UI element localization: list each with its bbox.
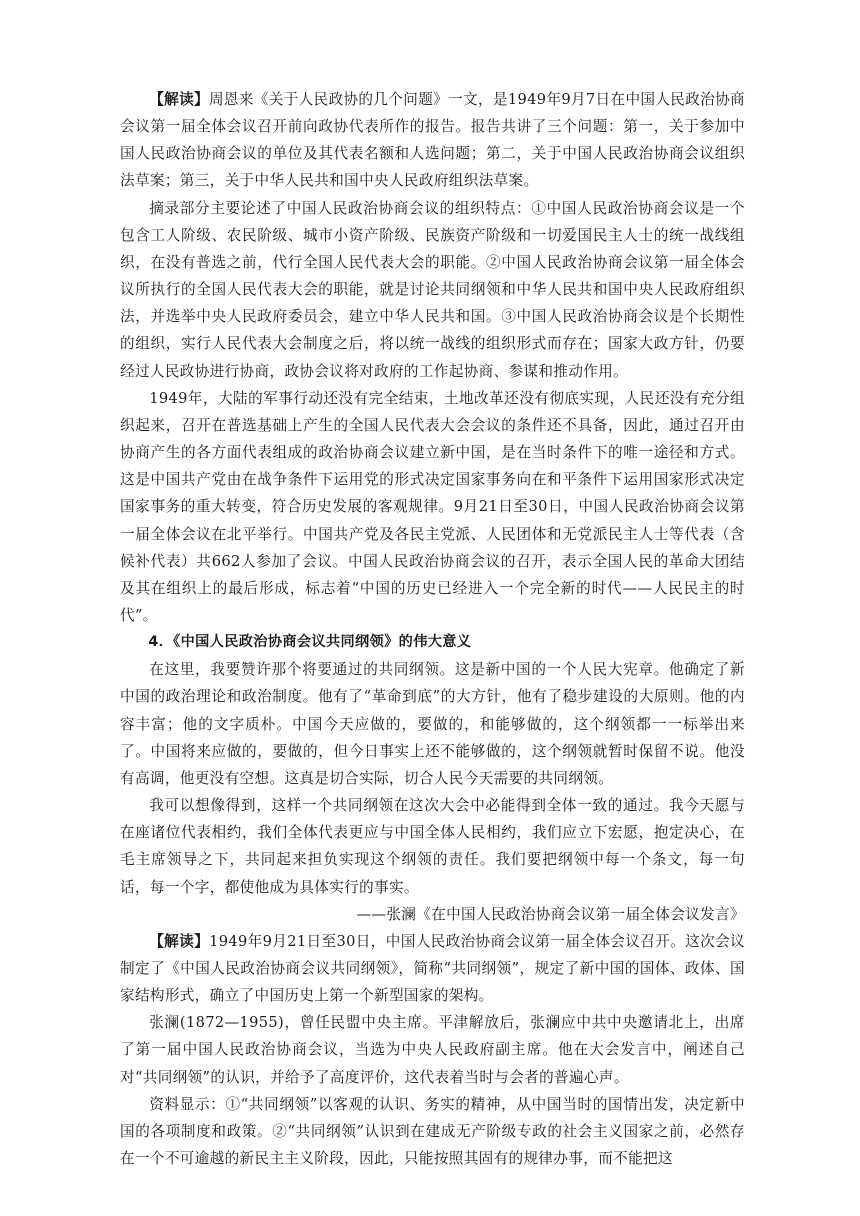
interpretation-paragraph — [120, 928, 745, 1009]
quotation-paragraph: 在这里，我要赞许那个将要通过的共同纲领。这是新中国的一个人民大宪章。他确定了新中国的政治理论和政治制度。他有了“革命到底”的大方针，他有了稳步建设的大原则。他的内容丰富；他的文字质朴。中国今天应做的，要做的，和能够做的，这个纲领都一一标举出来了。中国将来应做的，要做的，但今日事实上还不能够做的，这个纲领就暂时保留不说。他没有高调，他更没有空想。这真是切合实际，切合人民今天需要的共同纲领。 — [120, 661, 745, 787]
document-page — [120, 86, 745, 1172]
body-paragraph: 摘录部分主要论述了中国人民政治协商会议的组织特点：①中国人民政治协商会议是一个包含工人阶级、农民阶级、城市小资产阶级、民族资产阶级和一切爱国民主人士的统一战线组织，在没有普选之前，代行全国人民代表大会的职能。②中国人民政治协商会议第一届全体会议所执行的全国人民代表大会的职能，就是讨论共同纲领和中华人民共和国中央人民政府组织法，并选举中央人民政府委员会，建立中华人民共和国。③中国人民政治协商会议是个长期性的组织，实行人民代表大会制度之后，将以统一战线的组织形式而存在；国家大政方针，仍要经过人民政协进行协商，政协会议将对政府的工作起协商、参谋和推动作用。 — [120, 199, 745, 380]
quotation-paragraph: 我可以想像得到，这样一个共同纲领在这次大会中必能得到全体一致的通过。我今天愿与在座诸位代表相约，我们全体代表更应与中国全体人民相约，我们应立下宏愿，抱定决心，在毛主席领导之下，共同起来担负实现这个纲领的责任。我们要把纲领中每一个条文，每一句话，每一个字，都使他成为具体实行的事实。 — [120, 797, 745, 896]
interpretation-label: 【解读】 — [149, 932, 210, 950]
section-heading: 4．《中国人民政治协商会议共同纲领》的伟大意义 — [148, 634, 472, 651]
paragraph-text: 周恩来《关于人民政协的几个问题》一文，是1949年9月7日在中国人民政治协商会议第一届全体会议召开前向政协代表所作的报告。报告共讲了三个问题：第一，关于参加中国人民政治协商会议的单位及其代表名额和人选问题；第二，关于中国人民政治协商会议组织法草案；第三，关于中华人民共和国中央人民政府组织法草案。 — [120, 91, 745, 190]
interpretation-paragraph — [120, 86, 745, 195]
quotation-source: ——张澜《在中国人民政治协商会议第一届全体会议发言》 — [356, 905, 745, 923]
interpretation-label: 【解读】 — [149, 91, 209, 108]
body-paragraph: 1949年，大陆的军事行动还没有完全结束，土地改革还没有彻底实现，人民还没有充分组织起来，召开在普选基础上产生的全国人民代表大会会议的条件还不具备，因此，通过召开由协商产生的各方面代表组成的政治协商会议建立新中国，是在当时条件下的唯一途径和方式。这是中国共产党由在战争条件下运用党的形式决定国家事务向在和平条件下运用国家形式决定国家事务的重大转变，符合历史发展的客观规律。9月21日至30日，中国人民政治协商会议第一届全体会议在北平举行。中国共产党及各民主党派、人民团体和无党派民主人士等代表（含候补代表）共662人参加了会议。中国人民政治协商会议的召开，表示全国人民的革命大团结及其在组织上的最后形成，标志着“中国的历史已经进入一个完全新的时代——人民民主的时代”。 — [120, 389, 745, 624]
paragraph-text: 1949年9月21日至30日，中国人民政治协商会议第一届全体会议召开。这次会议制定了《中国人民政治协商会议共同纲领》，简称“共同纲领”，规定了新中国的国体、政体、国家结构形式，确立了中国历史上第一个新型国家的架构。 — [120, 932, 745, 1005]
body-paragraph: 资料显示：①“共同纲领”以客观的认识、务实的精神，从中国当时的国情出发，决定新中国的各项制度和政策。②“共同纲领”认识到在建成无产阶级专政的社会主义国家之前，必然存在一个不可逾越的新民主主义阶段，因此，只能按照其固有的规律办事，而不能把这 — [120, 1095, 745, 1168]
body-paragraph: 张澜(1872—1955)，曾任民盟中央主席。平津解放后，张澜应中共中央邀请北上，出席了第一届中国人民政治协商会议，当选为中央人民政府副主席。他在大会发言中，阐述自己对“共同纲领”的认识，并给予了高度评价，这代表着当时与会者的普遍心声。 — [120, 1014, 745, 1086]
